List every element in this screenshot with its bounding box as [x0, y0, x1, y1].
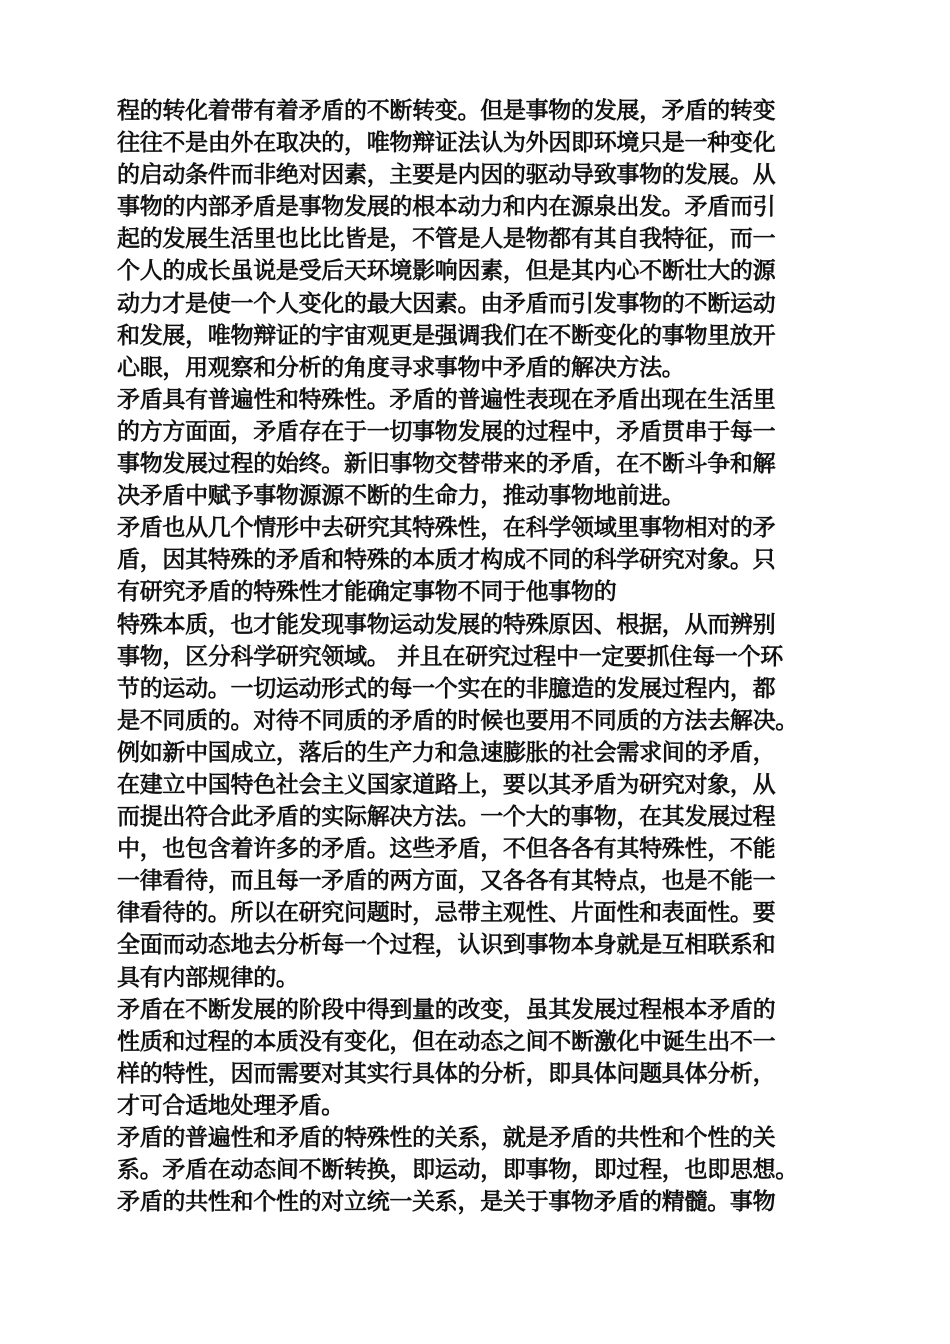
text-line: 决矛盾中赋予事物源源不断的生命力，推动事物地前进。: [117, 482, 685, 510]
text-line: 节的运动。一切运动形式的每一个实在的非臆造的发展过程内，都: [117, 674, 776, 702]
text-line: 一律看待，而且每一矛盾的两方面，又各各有其特点，也是不能一: [117, 867, 776, 895]
text-line: 和发展，唯物辩证的宇宙观更是强调我们在不断变化的事物里放开: [117, 321, 776, 349]
text-line: 样的特性，因而需要对其实行具体的分析，即具体问题具体分析，: [117, 1059, 776, 1087]
text-line: 例如新中国成立，落后的生产力和急速膨胀的社会需求间的矛盾，: [117, 738, 776, 766]
text-line: 有研究矛盾的特殊性才能确定事物不同于他事物的: [117, 578, 617, 606]
text-line: 的启动条件而非绝对因素，主要是内因的驱动导致事物的发展。从: [117, 161, 776, 189]
text-line: 矛盾也从几个情形中去研究其特殊性，在科学领域里事物相对的矛: [117, 514, 776, 542]
text-line: 才可合适地处理矛盾。: [117, 1091, 345, 1119]
text-line: 性质和过程的本质没有变化，但在动态之间不断激化中诞生出不一: [117, 1027, 776, 1055]
text-line: 系。矛盾在动态间不断转换，即运动，即事物，即过程，也即思想。: [117, 1156, 799, 1184]
text-line: 动力才是使一个人变化的最大因素。由矛盾而引发事物的不断运动: [117, 289, 776, 317]
text-line: 而提出符合此矛盾的实际解决方法。一个大的事物，在其发展过程: [117, 803, 776, 831]
text-line: 个人的成长虽说是受后天环境影响因素，但是其内心不断壮大的源: [117, 257, 776, 285]
text-line: 全面而动态地去分析每一个过程，认识到事物本身就是互相联系和: [117, 931, 776, 959]
text-line: 具有内部规律的。: [117, 963, 299, 991]
text-line: 在建立中国特色社会主义国家道路上，要以其矛盾为研究对象，从: [117, 770, 776, 798]
text-line: 事物发展过程的始终。新旧事物交替带来的矛盾，在不断斗争和解: [117, 450, 776, 478]
text-line: 中，也包含着许多的矛盾。这些矛盾，不但各各有其特殊性，不能: [117, 835, 776, 863]
text-line: 心眼，用观察和分析的角度寻求事物中矛盾的解决方法。: [117, 353, 685, 381]
text-line: 事物的内部矛盾是事物发展的根本动力和内在源泉出发。矛盾而引: [117, 193, 776, 221]
text-line: 是不同质的。对待不同质的矛盾的时候也要用不同质的方法去解决。: [117, 706, 799, 734]
text-line: 律看待的。所以在研究问题时，忌带主观性、片面性和表面性。要: [117, 899, 776, 927]
text-line: 矛盾具有普遍性和特殊性。矛盾的普遍性表现在矛盾出现在生活里: [117, 385, 776, 413]
text-line: 矛盾的普遍性和矛盾的特殊性的关系，就是矛盾的共性和个性的关: [117, 1124, 776, 1151]
text-line: 程的转化着带有着矛盾的不断转变。但是事物的发展，矛盾的转变: [117, 97, 776, 124]
text-line: 往往不是由外在取决的，唯物辩证法认为外因即环境只是一种变化: [117, 129, 776, 157]
text-line: 盾，因其特殊的矛盾和特殊的本质才构成不同的科学研究对象。只: [117, 546, 776, 574]
text-line: 事物，区分科学研究领域。 并且在研究过程中一定要抓住每一个环: [117, 642, 784, 670]
text-line: 的方方面面，矛盾存在于一切事物发展的过程中，矛盾贯串于每一: [117, 417, 776, 445]
text-line: 特殊本质，也才能发现事物运动发展的特殊原因、根据，从而辨别: [117, 610, 776, 638]
text-line: 矛盾的共性和个性的对立统一关系，是关于事物矛盾的精髓。事物: [117, 1188, 776, 1216]
text-line: 矛盾在不断发展的阶段中得到量的改变，虽其发展过程根本矛盾的: [117, 995, 776, 1023]
text-line: 起的发展生活里也比比皆是，不管是人是物都有其自我特征，而一: [117, 225, 776, 253]
document-body: [117, 95, 833, 1295]
